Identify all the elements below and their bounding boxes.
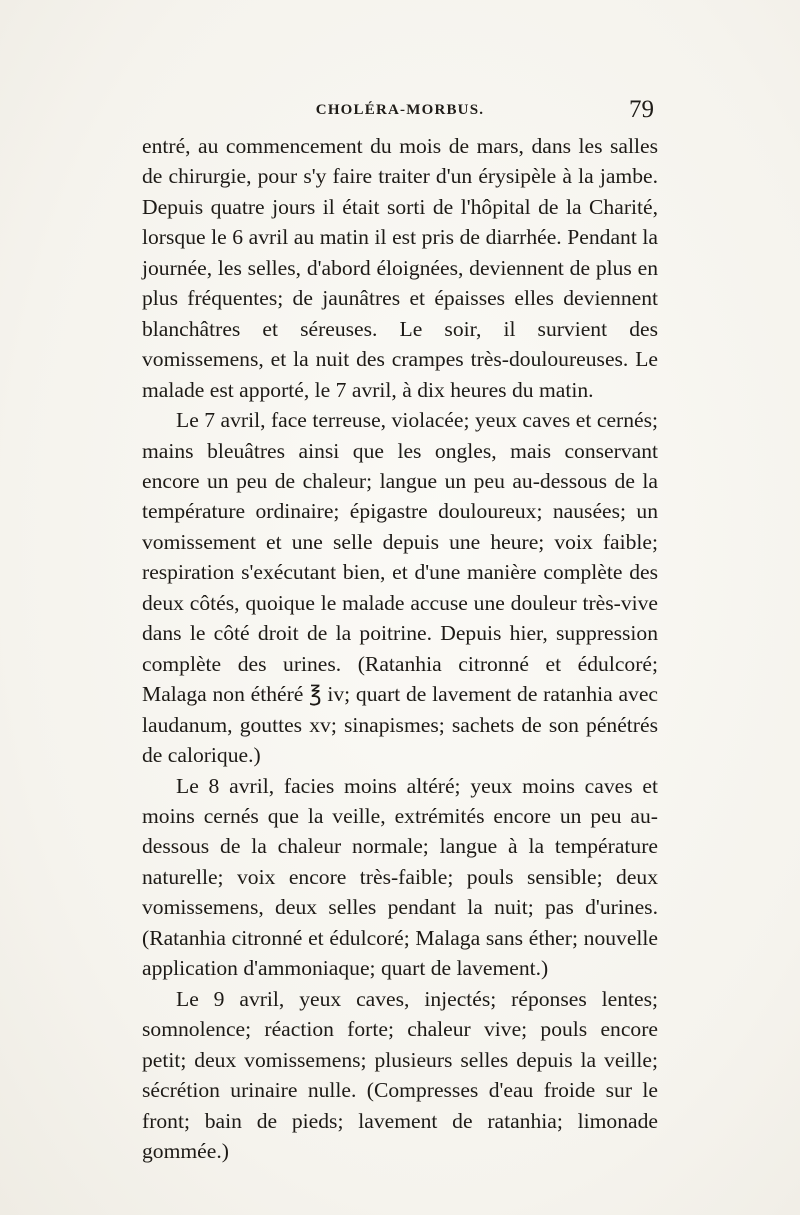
running-head: [142, 96, 658, 130]
paragraph-april-9: Le 9 avril, yeux caves, injectés; réponses lentes; somnolence; réaction forte; chaleur vive; pouls encore petit; deux vomissemens; plusieurs selles depuis la veille; sécrétion urinaire nulle. (Compresses d'eau froide sur le front; bain de pieds; lavement de ratanhia; limonade gommée.): [142, 986, 658, 1163]
body-text: [142, 131, 658, 1166]
paragraph-continued: entré, au commencement du mois de mars, dans les salles de chirurgie, pour s'y faire traiter d'un érysipèle à la jambe. Depuis quatre jours il était sorti de l'hôpital de la Charité, lorsque le 6 avril au matin il est pris de diarrhée. Pendant la journée, les selles, d'abord éloignées, deviennent de plus en plus fréquentes; de jaunâtres et épaisses elles deviennent blanchâtres et séreuses. Le soir, il survient des vomissemens, et la nuit des crampes très-douloureuses. Le malade est apporté, le 7 avril, à dix heures du matin.: [142, 134, 658, 402]
running-title: CHOLÉRA-MORBUS.: [315, 102, 485, 118]
paragraph-april-8: Le 8 avril, facies moins altéré; yeux moins caves et moins cernés que la veille, extrémités encore un peu au-dessous de la chaleur normale; langue à la température naturelle; voix encore très-faible; pouls sensible; deux vomissemens, deux selles pendant la nuit; pas d'urines. (Ratanhia citronné et édulcoré; Malaga sans éther; nouvelle application d'ammoniaque; quart de lavement.): [142, 773, 658, 981]
paragraph-april-7: Le 7 avril, face terreuse, violacée; yeux caves et cernés; mains bleuâtres ainsi que les ongles, mais conservant encore un peu de chaleur; langue un peu au-dessous de la température ordinaire; épigastre douloureux; nausées; un vomissement et une selle depuis une heure; voix faible; respiration s'exécutant bien, et d'une manière complète des deux côtés, quoique le malade accuse une douleur très-vive dans le côté droit de la poitrine. Depuis hier, suppression complète des urines. (Ratanhia citronné et édulcoré; Malaga non éthéré ℥ iv; quart de lavement de ratanhia avec laudanum, gouttes xv; sinapismes; sachets de son pénétrés de calorique.): [142, 408, 658, 768]
page-number: 79: [629, 96, 654, 123]
